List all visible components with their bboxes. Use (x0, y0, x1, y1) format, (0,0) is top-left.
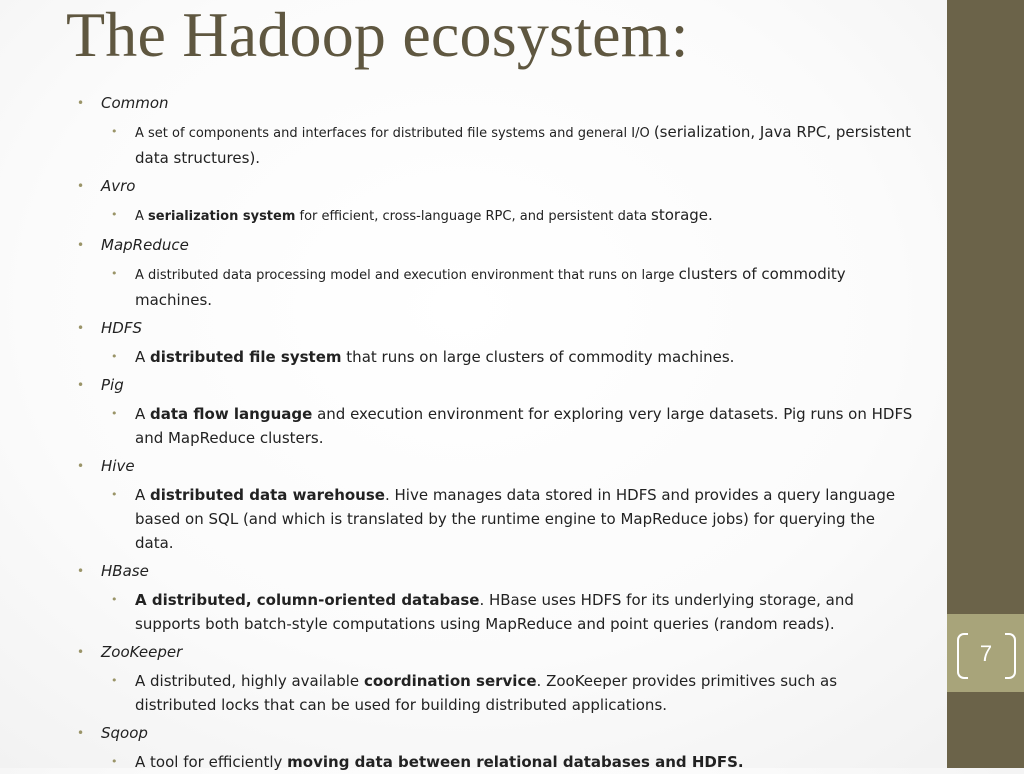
component-name: Sqoop (101, 724, 148, 742)
component-name: MapReduce (101, 236, 189, 254)
description-text: clusters of commodity machines. (135, 265, 846, 309)
component-name: HDFS (101, 319, 142, 337)
component-description (77, 669, 917, 717)
bullet-icon: • (77, 564, 85, 578)
description-text: . Hive manages data stored in HDFS and provides a query language based on SQL (and which is translated by the runtime engine to MapReduce jobs) for querying the data. (135, 486, 896, 552)
description-text: . ZooKeeper provides primitives such as distributed locks that can be used for building distributed applications. (135, 672, 838, 714)
sub-bullet-icon: • (111, 350, 118, 363)
description-text: A tool for efficiently (135, 753, 288, 771)
list-item-hbase (77, 559, 917, 636)
description-emphasis: moving data between relational databases and HDFS. (287, 753, 744, 771)
component-name-row (77, 233, 917, 257)
description-emphasis: data flow language (150, 405, 313, 423)
list-item-common (77, 91, 917, 170)
sub-bullet-icon: • (111, 208, 118, 221)
component-name-row (77, 559, 917, 583)
description-text: A (135, 405, 151, 423)
sub-bullet-icon: • (111, 593, 118, 606)
description-text: and execution environment for exploring very large datasets. Pig runs on HDFS and MapReduce clusters. (135, 405, 913, 447)
bullet-icon: • (77, 378, 85, 392)
component-name: ZooKeeper (101, 643, 183, 661)
description-text: A (135, 209, 149, 224)
list-item-avro (77, 174, 917, 229)
sub-bullet-icon: • (111, 125, 118, 138)
slide-number: 7 (979, 641, 993, 666)
component-name-row (77, 640, 917, 664)
slide-title: The Hadoop ecosystem: (66, 0, 689, 70)
description-text: A distributed, highly available (135, 672, 364, 690)
bullet-icon: • (77, 96, 85, 110)
component-description (77, 402, 917, 450)
description-text: . HBase uses HDFS for its underlying storage, and supports both batch-style computations using MapReduce and point queries (random reads). (135, 591, 854, 633)
component-description (77, 262, 917, 312)
bullet-icon: • (77, 726, 85, 740)
bullet-list (77, 87, 917, 774)
component-name-row (77, 316, 917, 340)
description-text: A (135, 348, 151, 366)
component-description (77, 483, 917, 555)
bullet-icon: • (77, 321, 85, 335)
description-text: A distributed data processing model and execution environment that runs on large (135, 268, 679, 283)
description-emphasis: A distributed, column-oriented database (135, 591, 480, 609)
bullet-icon: • (77, 179, 85, 193)
component-name: Avro (101, 177, 136, 195)
description-text: A (135, 486, 151, 504)
component-name: HBase (101, 562, 149, 580)
description-text: (serialization, Java RPC, persistent data structures). (135, 123, 912, 167)
component-name: Pig (101, 376, 124, 394)
list-item-mapreduce (77, 233, 917, 312)
component-name: Common (101, 94, 169, 112)
description-emphasis: serialization system (148, 209, 296, 224)
component-description (77, 120, 917, 170)
description-emphasis: coordination service (363, 672, 537, 690)
component-name-row (77, 454, 917, 478)
component-description (77, 345, 917, 369)
description-text: that runs on large clusters of commodity machines. (341, 348, 735, 366)
description-emphasis: distributed file system (150, 348, 342, 366)
component-name-row (77, 174, 917, 198)
component-description (77, 203, 917, 229)
component-name: Hive (101, 457, 135, 475)
sub-bullet-icon: • (111, 267, 118, 280)
component-description (77, 588, 917, 636)
description-text: for efficient, cross-language RPC, and persistent data (295, 209, 652, 224)
bullet-icon: • (77, 238, 85, 252)
description-text: A set of components and interfaces for distributed file systems and general I/O (135, 126, 654, 141)
component-description (77, 750, 917, 774)
list-item-sqoop (77, 721, 917, 774)
component-name-row (77, 721, 917, 745)
sub-bullet-icon: • (111, 488, 118, 501)
bullet-icon: • (77, 459, 85, 473)
list-item-zookeeper (77, 640, 917, 717)
component-name-row (77, 373, 917, 397)
list-item-hdfs (77, 316, 917, 369)
sub-bullet-icon: • (111, 755, 118, 768)
description-text: storage. (651, 206, 713, 224)
component-name-row (77, 91, 917, 115)
list-item-hive (77, 454, 917, 555)
bullet-icon: • (77, 645, 85, 659)
sub-bullet-icon: • (111, 674, 118, 687)
list-item-pig (77, 373, 917, 450)
right-bracket-decoration (1005, 633, 1016, 679)
description-emphasis: distributed data warehouse (150, 486, 385, 504)
sub-bullet-icon: • (111, 407, 118, 420)
